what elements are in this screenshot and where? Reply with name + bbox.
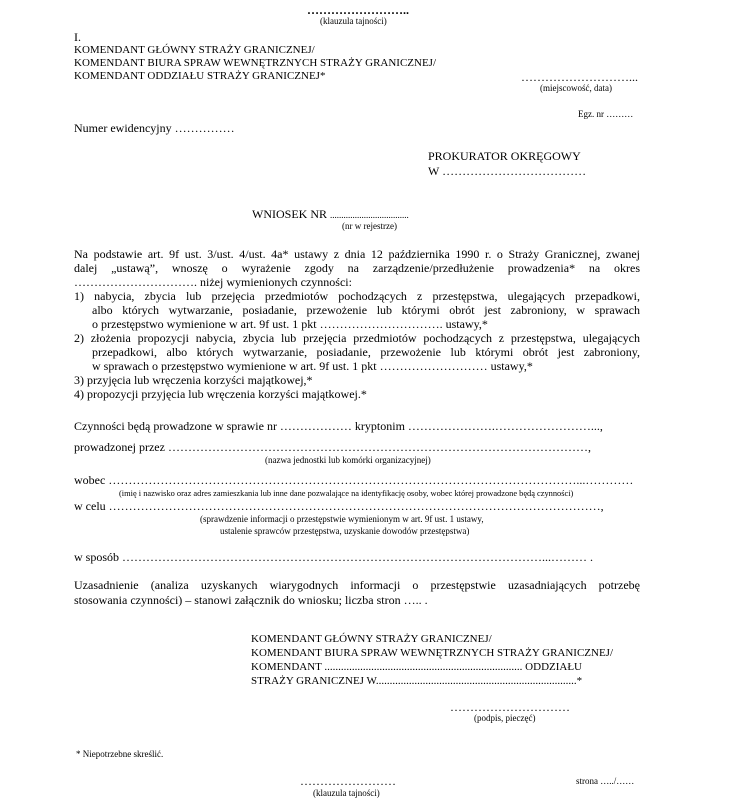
top-classification-dots: …………………….. [307,3,409,17]
place-date-dots: ………………………... [521,70,638,84]
bottom-classification-caption: (klauzula tajności) [313,788,380,798]
case-number-line: Czynności będą prowadzone w sprawie nr ……………… kryptonim ………………….……………………..., [74,419,603,433]
against-line: wobec ………………………………………………………………………………………………………...………… [74,473,634,487]
header-line-3: KOMENDANT ODDZIAŁU STRAŻY GRANICZNEJ* [74,70,326,82]
intro-line-1: Na podstawie art. 9f ust. 3/ust. 4/ust. 4a* ustawy z dnia 12 października 1990 r. o Straży Granicznej, zwanej [74,247,640,261]
intro-line-3: …………………………. niżej wymienionych czynności: [74,275,352,289]
place-date-caption: (miejscowość, data) [540,83,612,93]
signature-caption: (podpis, pieczęć) [474,713,536,723]
record-number: Numer ewidencyjny …………… [74,121,235,135]
signature-line-2: KOMENDANT BIURA SPRAW WEWNĘTRZNYCH STRAŻY GRANICZNEJ/ [251,647,614,659]
header-numeral: I. [74,30,81,44]
justification-line-2: stosowania czynności) – stanowi załącznik do wniosku; liczba stron ….. . [74,593,428,607]
request-number-dots: ................................... [330,210,409,220]
signature-line-3: KOMENDANT ........................................................................ ODDZIAŁU [251,661,583,673]
bottom-classification-dots: …………………… [300,774,396,788]
signature-line-1: KOMENDANT GŁÓWNY STRAŻY GRANICZNEJ/ [251,633,492,645]
copy-number: Egz. nr ……… [578,109,634,119]
request-title [252,207,409,222]
item-4: 4) propozycji przyjęcia lub wręczenia korzyści majątkowej.* [74,387,367,401]
addressee-title: PROKURATOR OKRĘGOWY [428,149,581,163]
request-title-label: WNIOSEK NR [252,207,327,221]
header-line-1: KOMENDANT GŁÓWNY STRAŻY GRANICZNEJ/ [74,44,315,56]
conducted-by-line: prowadzonej przez ……………………………………………………………………………………………, [74,440,591,454]
signature-dots: ………………………… [450,700,570,714]
item-3: 3) przyjęcia lub wręczenia korzyści majątkowej,* [74,373,313,387]
intro-line-2: dalej „ustawą”, wnoszę o wyrażenie zgody na zarządzenie/przedłużenie prowadzenia* na okres [74,261,640,275]
header-line-2: KOMENDANT BIURA SPRAW WEWNĘTRZNYCH STRAŻY GRANICZNEJ/ [74,57,437,69]
item-1-line-1: 1) nabycia, zbycia lub przejęcia przedmiotów pochodzących z przestępstwa, ulegających przepadkowi, [74,289,640,303]
method-line: w sposób ……………………………………………………………………………………………...……… . [74,550,594,564]
request-caption: (nr w rejestrze) [342,221,397,231]
item-2-line-2: przepadkowi, albo których wytwarzanie, posiadanie, przewożenie lub którymi obrót jest zabroniony, [92,345,640,359]
item-2-line-3: w sprawach o przestępstwo wymienione w art. 9f ust. 1 pkt ……………………… ustawy,* [92,359,533,373]
purpose-caption-2: ustalenie sprawców przestępstwa, uzyskanie dowodów przestępstwa) [220,526,470,536]
item-2-line-1: 2) złożenia propozycji nabycia, zbycia lub przejęcia przedmiotów pochodzących z przestępstwa, ulegających [74,331,640,345]
against-caption: (imię i nazwisko oraz adres zamieszkania lub inne dane pozwalające na identyfikację osoby, wobec której prowadzone będą czynności) [119,489,574,498]
signature-line-4: STRAŻY GRANICZNEJ W.........................................................................* [251,675,583,687]
top-classification-caption: (klauzula tajności) [320,16,387,26]
purpose-line: w celu ……………………………………………………………………………………………………………, [74,499,604,513]
page-number: strona …../…… [576,776,635,786]
addressee-location: W ……………………………… [428,164,587,178]
item-1-line-3: o przestępstwo wymienione w art. 9f ust. 1 pkt …………………………. ustawy,* [92,317,488,331]
item-1-line-2: albo których wytwarzanie, posiadanie, przewożenie lub którymi obrót jest zabroniony, w sprawach [92,303,640,317]
footnote: * Niepotrzebne skreślić. [76,749,164,759]
purpose-caption-1: (sprawdzenie informacji o przestępstwie wymienionym w art. 9f ust. 1 ustawy, [200,514,484,524]
justification-line-1: Uzasadnienie (analiza uzyskanych wiarygodnych informacji o przestępstwie uzasadniających potrzebę [74,578,640,592]
conducted-by-caption: (nazwa jednostki lub komórki organizacyjnej) [265,455,431,465]
